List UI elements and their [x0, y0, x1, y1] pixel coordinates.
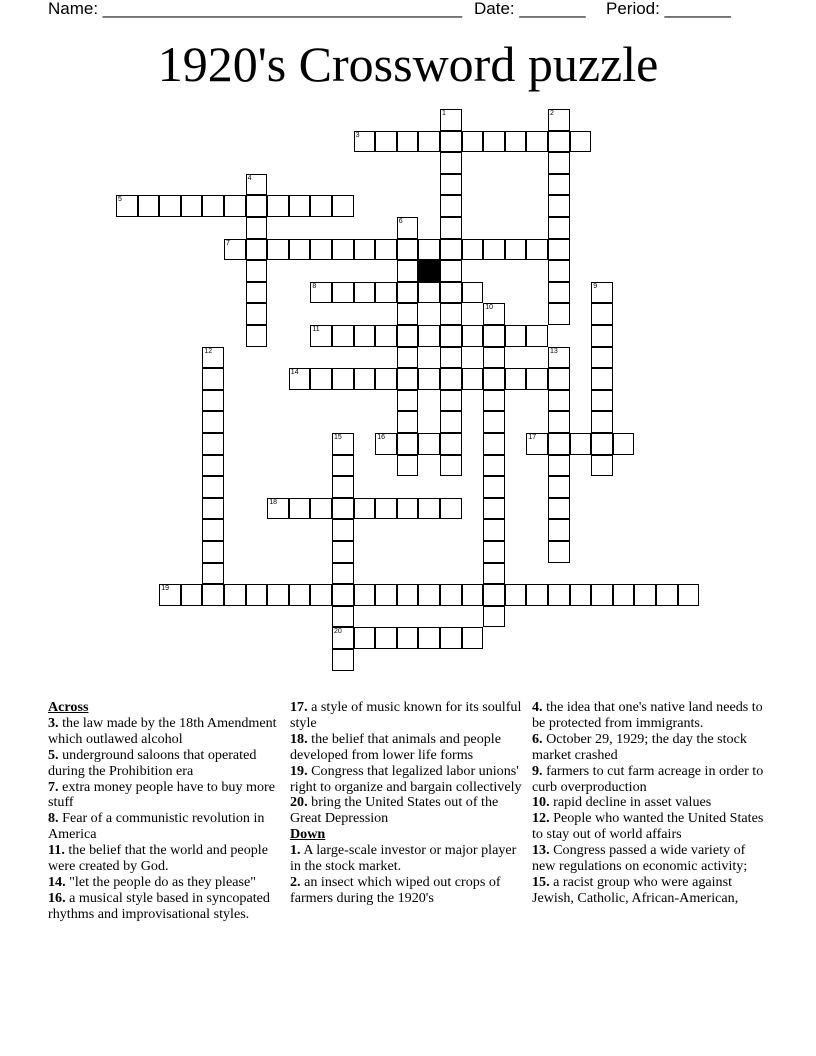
- page-title: 1920's Crossword puzzle: [157, 36, 659, 92]
- clue-item-number: 4.: [532, 699, 543, 715]
- grid-cell[interactable]: [548, 109, 570, 131]
- grid-cell[interactable]: [440, 174, 462, 196]
- grid-cell[interactable]: [591, 303, 613, 325]
- grid-cell[interactable]: [159, 584, 181, 606]
- grid-cell[interactable]: [354, 131, 376, 153]
- grid-cell[interactable]: [202, 433, 224, 455]
- grid-cell[interactable]: [678, 584, 700, 606]
- down-heading: Down: [290, 826, 326, 843]
- grid-cell[interactable]: [440, 303, 462, 325]
- grid-cell[interactable]: [548, 476, 570, 498]
- grid-cell[interactable]: [332, 325, 354, 347]
- grid-cell[interactable]: [375, 368, 397, 390]
- grid-cell[interactable]: [332, 563, 354, 585]
- grid-cell[interactable]: [462, 131, 484, 153]
- clue-number: 18: [269, 498, 277, 506]
- grid-cell[interactable]: [570, 584, 592, 606]
- clue-item: [532, 811, 764, 843]
- grid-cell[interactable]: [418, 627, 440, 649]
- clue-item-number: 20.: [290, 794, 308, 811]
- clue-number: 3: [355, 131, 360, 139]
- clue-item-text: a racist group who were against Jewish, Catholic, African-American,: [532, 873, 739, 906]
- clue-item-text: Congress that legalized labor unions' right to organize and bargain collectively: [290, 762, 522, 795]
- grid-cell[interactable]: [267, 498, 289, 520]
- grid-cell[interactable]: [202, 347, 224, 369]
- clue-item: [290, 843, 522, 875]
- grid-cell[interactable]: [397, 260, 419, 282]
- grid-cell[interactable]: [354, 498, 376, 520]
- grid-cell[interactable]: [483, 455, 505, 477]
- grid-cell[interactable]: [440, 433, 462, 455]
- grid-cell[interactable]: [375, 239, 397, 261]
- grid-cell[interactable]: [138, 195, 160, 217]
- grid-cell[interactable]: [591, 325, 613, 347]
- grid-cell[interactable]: [332, 584, 354, 606]
- grid-cell[interactable]: [267, 195, 289, 217]
- grid-cell[interactable]: [332, 519, 354, 541]
- grid-cell[interactable]: [159, 195, 181, 217]
- clue-number: 14: [290, 369, 299, 377]
- grid-cell[interactable]: [483, 368, 505, 390]
- grid-cell[interactable]: [548, 433, 570, 455]
- grid-cell[interactable]: [289, 584, 311, 606]
- clue-item: [48, 748, 280, 780]
- clue-list-down-cont: [532, 700, 764, 907]
- grid-cell[interactable]: [375, 282, 397, 304]
- clue-list-across-cont: [290, 700, 522, 827]
- grid-cell[interactable]: [354, 584, 376, 606]
- grid-cell[interactable]: [375, 433, 397, 455]
- clue-item-number: 13.: [532, 842, 550, 859]
- grid-cell[interactable]: [202, 519, 224, 541]
- grid-cell[interactable]: [548, 347, 570, 369]
- grid-cell[interactable]: [591, 584, 613, 606]
- clue-item: [290, 795, 522, 827]
- clue-number: 13: [550, 347, 558, 355]
- grid-cell[interactable]: [483, 390, 505, 412]
- grid-cell[interactable]: [440, 411, 462, 433]
- grid-cell[interactable]: [591, 390, 613, 412]
- clue-column-1: [48, 700, 280, 923]
- grid-cell[interactable]: [483, 239, 505, 261]
- clue-item: [532, 843, 764, 875]
- clue-item-text: Congress passed a wide variety of new regulations on economic activity;: [532, 842, 748, 875]
- grid-cell[interactable]: [483, 347, 505, 369]
- grid-cell[interactable]: [246, 217, 268, 239]
- clue-number: 5: [118, 196, 122, 204]
- grid-cell[interactable]: [440, 325, 462, 347]
- grid-cell[interactable]: [397, 627, 419, 649]
- clue-item-number: 15.: [532, 873, 550, 890]
- grid-cell[interactable]: [116, 195, 138, 217]
- grid-cell[interactable]: [483, 541, 505, 563]
- grid-cell[interactable]: [483, 519, 505, 541]
- grid-cell[interactable]: [505, 325, 527, 347]
- grid-cell[interactable]: [202, 411, 224, 433]
- clue-item-text: People who wanted the United States to stay out of world affairs: [532, 810, 764, 843]
- clue-column-3: [532, 700, 764, 907]
- grid-cell[interactable]: [440, 390, 462, 412]
- clue-number: 15: [334, 434, 342, 441]
- clue-column-2: [290, 700, 522, 907]
- clue-item: [532, 700, 764, 732]
- clue-item-text: the belief that the world and people were created by God.: [48, 842, 268, 875]
- grid-cell[interactable]: [440, 109, 462, 131]
- grid-cell[interactable]: [397, 131, 419, 153]
- grid-cell[interactable]: [397, 584, 419, 606]
- grid-cell[interactable]: [440, 627, 462, 649]
- clue-number: 16: [377, 434, 385, 441]
- grid-cell[interactable]: [483, 476, 505, 498]
- grid-cell[interactable]: [332, 541, 354, 563]
- clue-item-text: a musical style based in syncopated rhythms and improvisational styles.: [48, 889, 270, 922]
- grid-cell[interactable]: [548, 498, 570, 520]
- grid-cell[interactable]: [418, 282, 440, 304]
- grid-cell[interactable]: [505, 239, 527, 261]
- grid-cell[interactable]: [591, 347, 613, 369]
- grid-cell[interactable]: [332, 649, 354, 671]
- grid-cell[interactable]: [289, 368, 311, 390]
- clue-item-text: "let the people do as they please": [65, 873, 256, 890]
- grid-cell[interactable]: [548, 282, 570, 304]
- grid-cell[interactable]: [354, 368, 376, 390]
- grid-cell[interactable]: [310, 239, 332, 261]
- clue-item: [48, 780, 280, 812]
- grid-cell[interactable]: [526, 433, 548, 455]
- clue-number: 4: [247, 174, 252, 182]
- clue-item-number: 11.: [48, 842, 65, 859]
- grid-cell[interactable]: [246, 325, 268, 347]
- grid-cell[interactable]: [548, 368, 570, 390]
- grid-cell[interactable]: [289, 239, 311, 261]
- grid-cell[interactable]: [548, 239, 570, 261]
- grid-cell[interactable]: [440, 239, 462, 261]
- grid-cell[interactable]: [591, 433, 613, 455]
- clue-number: 7: [226, 239, 230, 247]
- grid-cell[interactable]: [418, 584, 440, 606]
- clue-item-text: an insect which wiped out crops of farmers during the 1920's: [290, 873, 501, 906]
- clue-item: [290, 764, 522, 796]
- grid-cell[interactable]: [440, 282, 462, 304]
- grid-cell[interactable]: [354, 325, 376, 347]
- grid-cell[interactable]: [440, 260, 462, 282]
- clue-number: 2: [550, 110, 554, 117]
- grid-cell[interactable]: [483, 563, 505, 585]
- grid-cell[interactable]: [310, 498, 332, 520]
- clue-item-text: the law made by the 18th Amendment which outlawed alcohol: [48, 714, 277, 747]
- grid-cell[interactable]: [397, 217, 419, 239]
- grid-cell[interactable]: [224, 195, 246, 217]
- grid-cell[interactable]: [310, 282, 332, 304]
- clue-number: 20: [334, 628, 342, 636]
- grid-cell[interactable]: [332, 239, 354, 261]
- grid-cell[interactable]: [462, 627, 484, 649]
- grid-cell[interactable]: [397, 239, 419, 261]
- clue-item-number: 14.: [48, 873, 66, 890]
- clue-item-text: A large-scale investor or major player in the stock market.: [290, 842, 517, 875]
- grid-cell[interactable]: [375, 627, 397, 649]
- grid-cell[interactable]: [591, 455, 613, 477]
- grid-cell[interactable]: [397, 325, 419, 347]
- grid-cell[interactable]: [246, 282, 268, 304]
- grid-cell[interactable]: [548, 260, 570, 282]
- clue-item-number: 3.: [48, 714, 59, 731]
- grid-cell[interactable]: [397, 282, 419, 304]
- grid-cell[interactable]: [354, 627, 376, 649]
- grid-cell[interactable]: [548, 519, 570, 541]
- grid-cell[interactable]: [332, 606, 354, 628]
- grid-cell[interactable]: [267, 239, 289, 261]
- grid-cell[interactable]: [332, 282, 354, 304]
- across-heading: Across: [48, 699, 89, 715]
- grid-cell[interactable]: [483, 131, 505, 153]
- grid-cell[interactable]: [483, 584, 505, 606]
- grid-cell[interactable]: [224, 239, 246, 261]
- grid-cell[interactable]: [310, 325, 332, 347]
- clue-item-number: 7.: [48, 778, 59, 795]
- clue-item: [48, 891, 280, 923]
- clue-item: [290, 732, 522, 764]
- clue-item-number: 1.: [290, 842, 301, 859]
- grid-cell[interactable]: [397, 433, 419, 455]
- grid-cell[interactable]: [526, 131, 548, 153]
- clue-item: [532, 875, 764, 907]
- grid-cell[interactable]: [548, 390, 570, 412]
- grid-cell[interactable]: [526, 584, 548, 606]
- grid-cell[interactable]: [570, 131, 592, 153]
- grid-cell[interactable]: [505, 584, 527, 606]
- blocked-cell: [418, 260, 440, 282]
- grid-cell[interactable]: [483, 303, 505, 325]
- grid-cell[interactable]: [246, 260, 268, 282]
- clue-number: 8: [312, 282, 317, 290]
- grid-cell[interactable]: [634, 584, 656, 606]
- grid-cell[interactable]: [440, 217, 462, 239]
- grid-cell[interactable]: [462, 368, 484, 390]
- clue-item-text: extra money people have to buy more stuff: [48, 778, 276, 811]
- grid-cell[interactable]: [548, 303, 570, 325]
- grid-cell[interactable]: [440, 584, 462, 606]
- grid-cell[interactable]: [462, 325, 484, 347]
- clue-number: 19: [161, 585, 169, 593]
- clue-item-text: a style of music known for its soulful style: [290, 699, 522, 731]
- clue-item: [532, 732, 764, 764]
- grid-cell[interactable]: [613, 584, 635, 606]
- clue-item-number: 17.: [290, 699, 308, 715]
- grid-cell[interactable]: [548, 131, 570, 153]
- grid-cell[interactable]: [332, 433, 354, 455]
- grid-cell[interactable]: [397, 347, 419, 369]
- grid-cell[interactable]: [483, 411, 505, 433]
- clue-number: 1: [442, 110, 446, 117]
- grid-cell[interactable]: [613, 433, 635, 455]
- grid-cell[interactable]: [570, 433, 592, 455]
- clue-item-number: 6.: [532, 730, 543, 747]
- period-field[interactable]: Period: _______: [606, 0, 731, 18]
- clue-item-text: the idea that one's native land needs to be protected from immigrants.: [532, 699, 763, 731]
- grid-cell[interactable]: [267, 584, 289, 606]
- grid-cell[interactable]: [548, 195, 570, 217]
- grid-cell[interactable]: [246, 584, 268, 606]
- name-field[interactable]: Name: ______________________________________: [48, 0, 463, 18]
- clue-number: 9: [593, 282, 598, 290]
- grid-cell[interactable]: [418, 325, 440, 347]
- grid-cell[interactable]: [310, 195, 332, 217]
- grid-cell[interactable]: [483, 433, 505, 455]
- grid-cell[interactable]: [224, 584, 246, 606]
- grid-cell[interactable]: [397, 498, 419, 520]
- grid-cell[interactable]: [246, 303, 268, 325]
- grid-cell[interactable]: [548, 455, 570, 477]
- grid-cell[interactable]: [526, 239, 548, 261]
- grid-cell[interactable]: [375, 584, 397, 606]
- grid-cell[interactable]: [202, 498, 224, 520]
- clue-item-text: Fear of a communistic revolution in America: [48, 810, 265, 843]
- date-field[interactable]: Date: _______: [474, 0, 586, 18]
- clue-number: 11: [312, 326, 320, 333]
- clue-item-text: the belief that animals and people developed from lower life forms: [290, 730, 501, 763]
- grid-cell[interactable]: [548, 584, 570, 606]
- grid-cell[interactable]: [440, 455, 462, 477]
- grid-cell[interactable]: [483, 325, 505, 347]
- clue-item: [532, 764, 764, 796]
- grid-cell[interactable]: [202, 563, 224, 585]
- grid-cell[interactable]: [591, 368, 613, 390]
- clue-item: [290, 700, 522, 732]
- clue-number: 12: [204, 347, 213, 355]
- grid-cell[interactable]: [397, 303, 419, 325]
- grid-cell[interactable]: [440, 347, 462, 369]
- grid-cell[interactable]: [332, 476, 354, 498]
- clue-item-text: bring the United States out of the Great Depression: [290, 794, 499, 827]
- clue-item-number: 9.: [532, 762, 543, 779]
- grid-cell[interactable]: [310, 368, 332, 390]
- grid-cell[interactable]: [246, 195, 268, 217]
- grid-cell[interactable]: [246, 239, 268, 261]
- grid-cell[interactable]: [505, 131, 527, 153]
- grid-cell[interactable]: [202, 390, 224, 412]
- grid-cell[interactable]: [656, 584, 678, 606]
- grid-cell[interactable]: [548, 411, 570, 433]
- clue-item: [48, 811, 280, 843]
- grid-cell[interactable]: [440, 131, 462, 153]
- grid-cell[interactable]: [418, 131, 440, 153]
- clue-item-number: 16.: [48, 889, 66, 906]
- grid-cell[interactable]: [246, 174, 268, 196]
- grid-cell[interactable]: [289, 195, 311, 217]
- grid-cell[interactable]: [548, 541, 570, 563]
- grid-cell[interactable]: [181, 584, 203, 606]
- grid-cell[interactable]: [202, 195, 224, 217]
- clue-item-number: 10.: [532, 794, 550, 811]
- clue-item-text: October 29, 1929; the day the stock market crashed: [532, 730, 747, 763]
- grid-cell[interactable]: [397, 390, 419, 412]
- clue-list-down: [290, 843, 522, 907]
- clue-item: [532, 795, 764, 811]
- grid-cell[interactable]: [440, 368, 462, 390]
- clue-number: 17: [528, 434, 537, 441]
- grid-cell[interactable]: [397, 411, 419, 433]
- grid-cell[interactable]: [418, 239, 440, 261]
- clue-item-number: 18.: [290, 730, 308, 747]
- grid-cell[interactable]: [332, 455, 354, 477]
- grid-cell[interactable]: [462, 239, 484, 261]
- clue-item-number: 5.: [48, 746, 59, 763]
- clue-item: [290, 875, 522, 907]
- grid-cell[interactable]: [397, 368, 419, 390]
- grid-cell[interactable]: [418, 498, 440, 520]
- clue-item: [48, 875, 280, 891]
- clue-number: 10: [485, 304, 493, 312]
- grid-cell[interactable]: [548, 217, 570, 239]
- grid-cell[interactable]: [591, 282, 613, 304]
- grid-cell[interactable]: [332, 368, 354, 390]
- clue-list-across: [48, 716, 280, 923]
- grid-cell[interactable]: [332, 195, 354, 217]
- clue-item: [48, 716, 280, 748]
- grid-cell[interactable]: [462, 584, 484, 606]
- grid-cell[interactable]: [202, 455, 224, 477]
- clue-number: 6: [398, 218, 403, 225]
- grid-cell[interactable]: [418, 368, 440, 390]
- grid-cell[interactable]: [505, 368, 527, 390]
- grid-cell[interactable]: [548, 174, 570, 196]
- clue-item-number: 12.: [532, 810, 550, 827]
- grid-cell[interactable]: [375, 131, 397, 153]
- grid-cell[interactable]: [181, 195, 203, 217]
- grid-cell[interactable]: [483, 498, 505, 520]
- grid-cell[interactable]: [548, 152, 570, 174]
- grid-cell[interactable]: [440, 498, 462, 520]
- grid-cell[interactable]: [375, 498, 397, 520]
- grid-cell[interactable]: [202, 368, 224, 390]
- clue-item: [48, 843, 280, 875]
- grid-cell[interactable]: [462, 282, 484, 304]
- grid-cell[interactable]: [483, 606, 505, 628]
- grid-cell[interactable]: [440, 152, 462, 174]
- grid-cell[interactable]: [332, 498, 354, 520]
- grid-cell[interactable]: [310, 584, 332, 606]
- grid-cell[interactable]: [202, 541, 224, 563]
- clue-item-text: rapid decline in asset values: [549, 794, 712, 811]
- grid-cell[interactable]: [354, 239, 376, 261]
- clue-item-number: 19.: [290, 762, 308, 779]
- grid-cell[interactable]: [202, 584, 224, 606]
- grid-cell[interactable]: [418, 433, 440, 455]
- grid-cell[interactable]: [289, 498, 311, 520]
- grid-cell[interactable]: [202, 476, 224, 498]
- clue-item-number: 8.: [48, 810, 59, 827]
- clue-item-text: underground saloons that operated during the Prohibition era: [48, 746, 257, 779]
- grid-cell[interactable]: [397, 455, 419, 477]
- grid-cell[interactable]: [332, 627, 354, 649]
- grid-cell[interactable]: [375, 325, 397, 347]
- grid-cell[interactable]: [440, 195, 462, 217]
- grid-cell[interactable]: [526, 325, 548, 347]
- grid-cell[interactable]: [526, 368, 548, 390]
- grid-cell[interactable]: [354, 282, 376, 304]
- clue-item-text: farmers to cut farm acreage in order to curb overproduction: [532, 762, 764, 795]
- grid-cell[interactable]: [591, 411, 613, 433]
- clue-item-number: 2.: [290, 873, 301, 890]
